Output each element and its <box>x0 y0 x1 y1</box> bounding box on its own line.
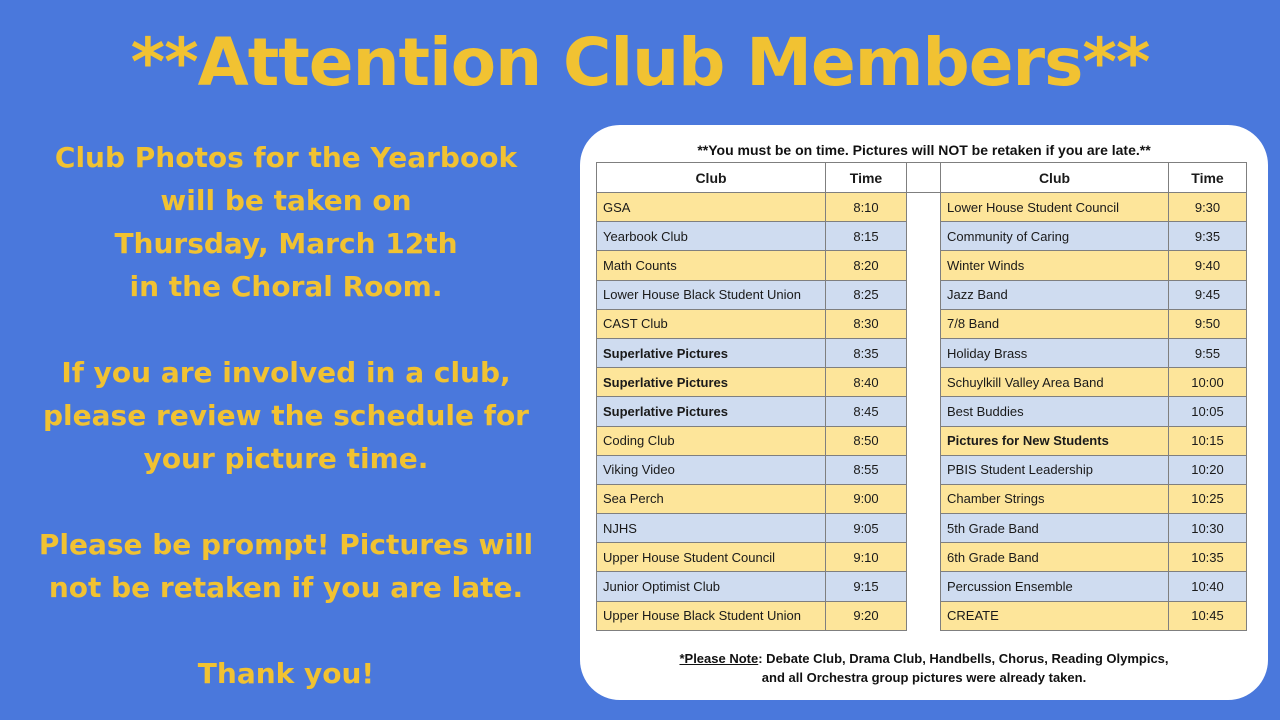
schedule-header-row <box>597 163 1247 193</box>
time-cell: 8:20 <box>826 251 907 280</box>
page-title: **Attention Club Members** <box>130 24 1150 101</box>
footnote-text: and all Orchestra group pictures were already taken. <box>761 670 1087 685</box>
time-cell: 9:55 <box>1169 338 1247 367</box>
footnote-text: : Debate Club, Drama Club, Handbells, Chorus, Reading Olympics, <box>758 651 1169 666</box>
announcement-line: If you are involved in a club, <box>61 356 511 389</box>
column-spacer <box>907 543 941 572</box>
announcement-line: in the Choral Room. <box>129 270 443 303</box>
time-cell: 9:15 <box>826 572 907 601</box>
time-cell: 8:40 <box>826 368 907 397</box>
column-spacer <box>907 514 941 543</box>
footnote-label: *Please Note <box>679 651 759 666</box>
announcement-text <box>20 136 552 695</box>
club-name-cell: GSA <box>597 193 826 222</box>
time-cell: 9:45 <box>1169 280 1247 309</box>
time-cell: 9:05 <box>826 514 907 543</box>
time-cell: 9:20 <box>826 601 907 630</box>
table-row <box>597 543 1247 572</box>
time-cell: 8:25 <box>826 280 907 309</box>
time-cell: 9:40 <box>1169 251 1247 280</box>
announcement-line: your picture time. <box>143 442 429 475</box>
club-name-cell: Coding Club <box>597 426 826 455</box>
club-name-cell: Percussion Ensemble <box>941 572 1169 601</box>
column-spacer <box>907 368 941 397</box>
club-name-cell: Winter Winds <box>941 251 1169 280</box>
column-spacer <box>907 572 941 601</box>
table-row <box>597 309 1247 338</box>
time-cell: 9:00 <box>826 484 907 513</box>
time-cell: 8:35 <box>826 338 907 367</box>
column-spacer <box>907 397 941 426</box>
club-name-cell: 7/8 Band <box>941 309 1169 338</box>
time-cell: 8:15 <box>826 222 907 251</box>
club-name-cell: Jazz Band <box>941 280 1169 309</box>
schedule-footnote <box>580 649 1268 687</box>
column-spacer <box>907 280 941 309</box>
club-name-cell: CREATE <box>941 601 1169 630</box>
column-spacer <box>907 222 941 251</box>
club-name-cell: Lower House Student Council <box>941 193 1169 222</box>
table-row <box>597 484 1247 513</box>
time-cell: 9:50 <box>1169 309 1247 338</box>
club-name-cell: Pictures for New Students <box>941 426 1169 455</box>
table-row <box>597 193 1247 222</box>
announcement-line: Please be prompt! Pictures will <box>38 528 534 561</box>
table-row <box>597 222 1247 251</box>
time-cell: 10:25 <box>1169 484 1247 513</box>
thank-you-text: Thank you! <box>197 657 375 690</box>
table-row <box>597 572 1247 601</box>
announcement-line: please review the schedule for <box>43 399 529 432</box>
time-cell: 10:35 <box>1169 543 1247 572</box>
time-cell: 10:20 <box>1169 455 1247 484</box>
club-name-cell: Math Counts <box>597 251 826 280</box>
club-column-header: Club <box>597 163 826 193</box>
club-name-cell: CAST Club <box>597 309 826 338</box>
table-row <box>597 397 1247 426</box>
time-cell: 10:45 <box>1169 601 1247 630</box>
time-cell: 10:30 <box>1169 514 1247 543</box>
club-name-cell: Best Buddies <box>941 397 1169 426</box>
time-cell: 10:00 <box>1169 368 1247 397</box>
schedule-table <box>596 162 1247 631</box>
schedule-card <box>580 125 1268 700</box>
club-name-cell: Holiday Brass <box>941 338 1169 367</box>
column-spacer <box>907 484 941 513</box>
table-row <box>597 455 1247 484</box>
time-cell: 8:10 <box>826 193 907 222</box>
club-name-cell: Superlative Pictures <box>597 368 826 397</box>
table-row <box>597 601 1247 630</box>
column-spacer <box>907 338 941 367</box>
table-row <box>597 280 1247 309</box>
club-name-cell: 6th Grade Band <box>941 543 1169 572</box>
schedule-warning: **You must be on time. Pictures will NOT be retaken if you are late.** <box>697 142 1151 158</box>
club-name-cell: 5th Grade Band <box>941 514 1169 543</box>
column-spacer <box>907 251 941 280</box>
club-name-cell: NJHS <box>597 514 826 543</box>
time-cell: 10:05 <box>1169 397 1247 426</box>
column-spacer <box>907 455 941 484</box>
announcement-line: will be taken on <box>160 184 412 217</box>
club-column-header: Club <box>941 163 1169 193</box>
club-name-cell: Upper House Black Student Union <box>597 601 826 630</box>
time-cell: 8:30 <box>826 309 907 338</box>
club-name-cell: Junior Optimist Club <box>597 572 826 601</box>
club-name-cell: Superlative Pictures <box>597 397 826 426</box>
column-spacer <box>907 163 941 193</box>
club-name-cell: Schuylkill Valley Area Band <box>941 368 1169 397</box>
column-spacer <box>907 309 941 338</box>
time-cell: 10:40 <box>1169 572 1247 601</box>
club-name-cell: Community of Caring <box>941 222 1169 251</box>
club-name-cell: Superlative Pictures <box>597 338 826 367</box>
time-cell: 9:10 <box>826 543 907 572</box>
column-spacer <box>907 601 941 630</box>
time-cell: 9:35 <box>1169 222 1247 251</box>
table-row <box>597 426 1247 455</box>
announcement-line: not be retaken if you are late. <box>48 571 524 604</box>
time-column-header: Time <box>1169 163 1247 193</box>
time-cell: 10:15 <box>1169 426 1247 455</box>
time-cell: 9:30 <box>1169 193 1247 222</box>
time-cell: 8:55 <box>826 455 907 484</box>
announcement-line: Thursday, March 12th <box>114 227 458 260</box>
table-row <box>597 514 1247 543</box>
table-row <box>597 368 1247 397</box>
club-name-cell: Viking Video <box>597 455 826 484</box>
announcement-line: Club Photos for the Yearbook <box>54 141 518 174</box>
time-cell: 8:50 <box>826 426 907 455</box>
club-name-cell: Lower House Black Student Union <box>597 280 826 309</box>
time-cell: 8:45 <box>826 397 907 426</box>
club-name-cell: Sea Perch <box>597 484 826 513</box>
table-row <box>597 251 1247 280</box>
club-name-cell: Upper House Student Council <box>597 543 826 572</box>
time-column-header: Time <box>826 163 907 193</box>
column-spacer <box>907 426 941 455</box>
table-row <box>597 338 1247 367</box>
club-name-cell: PBIS Student Leadership <box>941 455 1169 484</box>
column-spacer <box>907 193 941 222</box>
club-name-cell: Chamber Strings <box>941 484 1169 513</box>
club-name-cell: Yearbook Club <box>597 222 826 251</box>
